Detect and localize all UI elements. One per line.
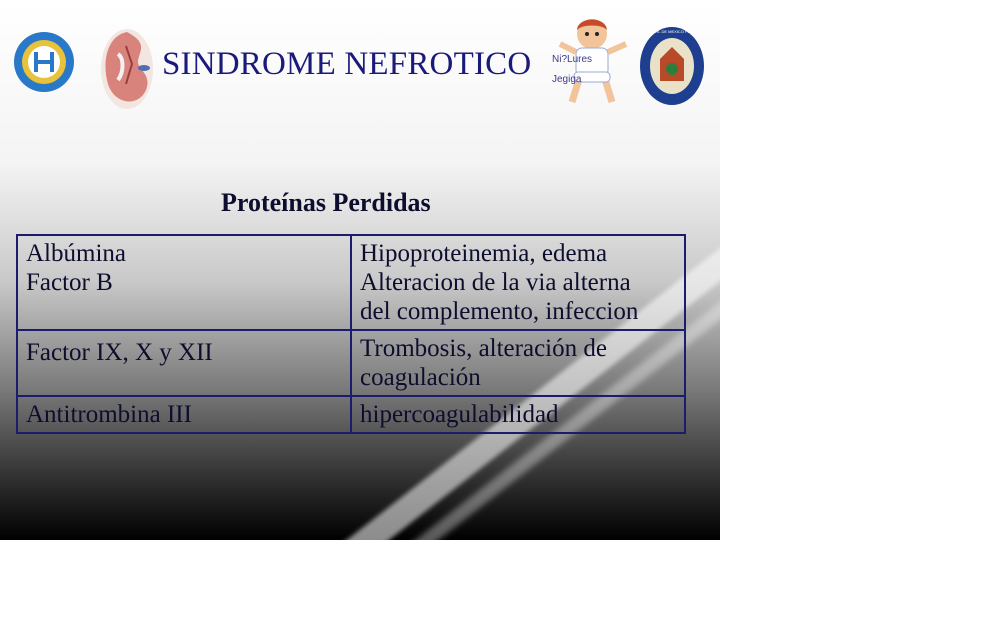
- child-logo-text: Jegiga: [552, 74, 582, 85]
- table-row: [17, 235, 685, 330]
- protein-cell: [17, 235, 351, 330]
- table-row: [17, 330, 685, 396]
- cell-line: hipercoagulabilidad: [360, 401, 559, 428]
- slide-title: SINDROME NEFROTICO: [162, 46, 532, 82]
- hospital-logo-icon: [622, 25, 722, 107]
- effect-cell: [351, 235, 685, 330]
- cell-line: Factor B: [26, 269, 113, 296]
- cell-line: Alteracion de la via alterna: [360, 269, 631, 296]
- cell-line: Albúmina: [26, 240, 126, 267]
- cell-line: del complemento, infeccion: [360, 298, 639, 325]
- table-row: [17, 396, 685, 433]
- protein-cell: [17, 396, 351, 433]
- proteins-table: [16, 234, 686, 434]
- cell-line: Antitrombina III: [26, 401, 192, 428]
- effect-cell: [351, 396, 685, 433]
- section-subtitle: Proteínas Perdidas: [221, 188, 431, 217]
- cell-line: Trombosis, alteración de: [360, 335, 607, 362]
- protein-cell: [17, 330, 351, 396]
- cell-line: Hipoproteinemia, edema: [360, 240, 608, 267]
- institution-logo-icon: [12, 30, 76, 94]
- kidney-icon: [98, 24, 156, 112]
- hospital-logo-ring-text: HOSPITAL INFANTIL DE MEXICO FEDERICO GOMEZ: [622, 29, 722, 34]
- effect-cell: [351, 330, 685, 396]
- child-logo-text: Ni?Lures: [552, 54, 593, 65]
- cell-line: Factor IX, X y XII: [26, 339, 213, 366]
- cell-line: coagulación: [360, 364, 481, 391]
